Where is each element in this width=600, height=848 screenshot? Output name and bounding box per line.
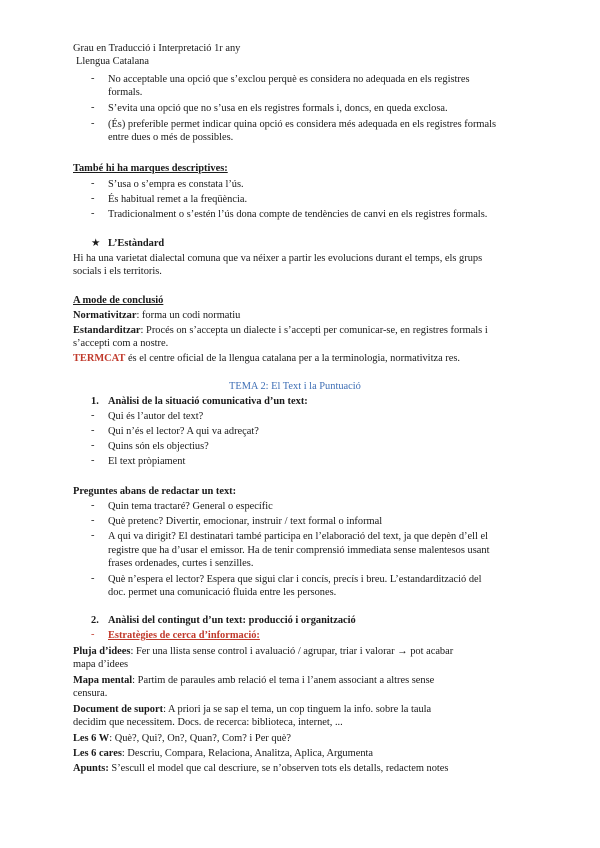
header-subject: Llengua Catalana xyxy=(76,56,149,67)
entry-text-cont: mapa d’idees xyxy=(73,659,129,670)
conclusion-heading: A mode de conclusió xyxy=(73,295,164,306)
bullet-dash: - xyxy=(91,530,95,541)
entry-6-cares: Les 6 cares: Descriu, Compara, Relaciona, Analitza, Aplica, Argumenta xyxy=(73,748,374,759)
entry-text-cont: censura. xyxy=(73,688,108,699)
bullet-dash: - xyxy=(91,193,95,204)
entry-apunts xyxy=(73,762,448,775)
list-item: Què pretenc? Divertir, emocionar, instruir / text formal o informal xyxy=(108,516,383,527)
standard-text: Hi ha una varietat dialectal comuna que va néixer a partir les evolucions durant el temps, els grups xyxy=(73,253,483,264)
section-heading: Anàlisi de la situació comunicativa d’un text: xyxy=(108,396,308,407)
bullet-dash: - xyxy=(91,118,95,129)
definition-text: : forma un codi normatiu xyxy=(136,310,241,321)
list-item: S’usa o s’empra es constata l’ús. xyxy=(108,179,244,190)
bullet-dash: - xyxy=(91,440,95,451)
section-number: 1. xyxy=(91,396,99,407)
termcat-term: TERMCAT xyxy=(73,353,126,364)
list-item-cont: entre dues o més de possibles. xyxy=(108,132,234,143)
bullet-dash: - xyxy=(91,102,95,113)
list-item: Quin tema tractaré? General o específic xyxy=(108,501,273,512)
list-item-cont: frases ordenades, curtes i senzilles. xyxy=(108,558,254,569)
list-item: No acceptable una opció que s’exclou perquè es considera no adequada en els registres xyxy=(108,74,470,85)
entry-text: Què?, Qui?, On?, Quan?, Com? i Per què? xyxy=(114,733,291,744)
list-item: Què n’espera el lector? Espera que sigui clar i concís, precís i breu. L’estandardització del xyxy=(108,574,482,585)
entry-document-suport: Document de suport: A priori ja se sap el tema, un cop tinguem la info. sobre la taula xyxy=(73,704,432,715)
list-item: Quins són els objectius? xyxy=(108,441,209,452)
term: Estandarditzar xyxy=(73,325,141,336)
term: Apunts: xyxy=(73,763,109,774)
bullet-dash: - xyxy=(91,425,95,436)
bullet-dash: - xyxy=(91,73,95,84)
standard-heading: L’Estàndard xyxy=(108,238,165,249)
list-item: És habitual remet a la freqüència. xyxy=(108,194,248,205)
list-item: Tradicionalment o s’estén l’ús dona compte de tendències de canvi en els registres formals. xyxy=(108,209,488,220)
entry-pluja-idees: Pluja d’idees: Fer una llista sense control i avaluació / agrupar, triar i valorar → pot acabar xyxy=(73,646,454,657)
term: Pluja d’idees xyxy=(73,646,131,657)
list-item: Qui n’és el lector? A qui va adreçat? xyxy=(108,426,259,437)
definition-termcat xyxy=(73,352,460,365)
entry-text: A priori ja se sap el tema, un cop tinguem la info. sobre la taula xyxy=(167,704,432,715)
term: Normativitzar xyxy=(73,310,137,321)
list-item-cont: formals. xyxy=(108,87,143,98)
entry-text: Partim de paraules amb relació el tema i l’anem associant a altres sense xyxy=(137,675,435,686)
star-icon: ★ xyxy=(91,238,101,249)
bullet-dash: - xyxy=(91,500,95,511)
section-number: 2. xyxy=(91,615,99,626)
list-item-cont: registre que ha d’usar el emissor. Ha de tenir comprensió immediata sense malentesos usant xyxy=(108,545,490,556)
entry-text: S’escull el model que cal descriure, se n’observen tots els detalls, redactem notes xyxy=(111,763,449,774)
questions-heading: Preguntes abans de redactar un text: xyxy=(73,486,237,497)
definition-text: és el centre oficial de la llengua catalana per a la terminologia, normativitza res. xyxy=(125,353,460,364)
term: Les 6 W xyxy=(73,733,110,744)
entry-text: Descriu, Compara, Relaciona, Analitza, Aplica, Argumenta xyxy=(127,748,374,759)
entry-mapa-mental: Mapa mental: Partim de paraules amb relació el tema i l’anem associant a altres sense xyxy=(73,675,435,686)
bullet-dash: - xyxy=(91,455,95,466)
bullet-dash: - xyxy=(91,178,95,189)
bullet-dash: - xyxy=(91,208,95,219)
list-item: A qui va dirigit? El destinatari també participa en l’elaboració del text, ja que depèn d’ell el xyxy=(108,531,488,542)
definition-estandarditzar: Estandarditzar: Procés on s’accepta un dialecte i s’accepti per comunicar-se, en registres formals i xyxy=(73,325,488,336)
standard-text-cont: socials i els territoris. xyxy=(73,266,162,277)
list-item-cont: doc. permet una comunicació fluida entre les persones. xyxy=(108,587,337,598)
definition-text-cont: s’accepti com a nostre. xyxy=(73,338,169,349)
list-item: El text pròpiament xyxy=(108,456,186,467)
bullet-dash: - xyxy=(91,573,95,584)
definition-normativitzar xyxy=(73,309,240,322)
header-course: Grau en Traducció i Interpretació 1r any xyxy=(73,43,241,54)
list-item: Qui és l’autor del text? xyxy=(108,411,204,422)
entry-text-cont: decidim que necessitem. Docs. de recerca: biblioteca, internet, ... xyxy=(73,717,343,728)
section-heading: Anàlisi del contingut d’un text: producció i organització xyxy=(108,615,356,626)
entry-text: Fer una llista sense control i avaluació / agrupar, triar i valorar → pot acabar xyxy=(135,646,454,657)
bullet-dash: - xyxy=(91,629,95,640)
term: Mapa mental xyxy=(73,675,133,686)
bullet-dash: - xyxy=(91,410,95,421)
list-item: (És) preferible permet indicar quina opció es considera més adequada en els registres formals xyxy=(108,119,497,130)
term: Document de suport xyxy=(73,704,164,715)
list-item: S’evita una opció que no s’usa en els registres formals i, doncs, en queda exclosa. xyxy=(108,103,448,114)
descriptive-heading: També hi ha marques descriptives: xyxy=(73,163,228,174)
entry-6w: Les 6 W: Què?, Qui?, On?, Quan?, Com? i Per què? xyxy=(73,733,291,744)
term: Les 6 cares xyxy=(73,748,122,759)
bullet-dash: - xyxy=(91,515,95,526)
section-title: TEMA 2: El Text i la Puntuació xyxy=(229,381,361,392)
strategies-heading: Estratègies de cerca d’informació: xyxy=(108,630,260,641)
definition-text: Procés on s’accepta un dialecte i s’accepti per comunicar-se, en registres formals i xyxy=(146,325,488,336)
